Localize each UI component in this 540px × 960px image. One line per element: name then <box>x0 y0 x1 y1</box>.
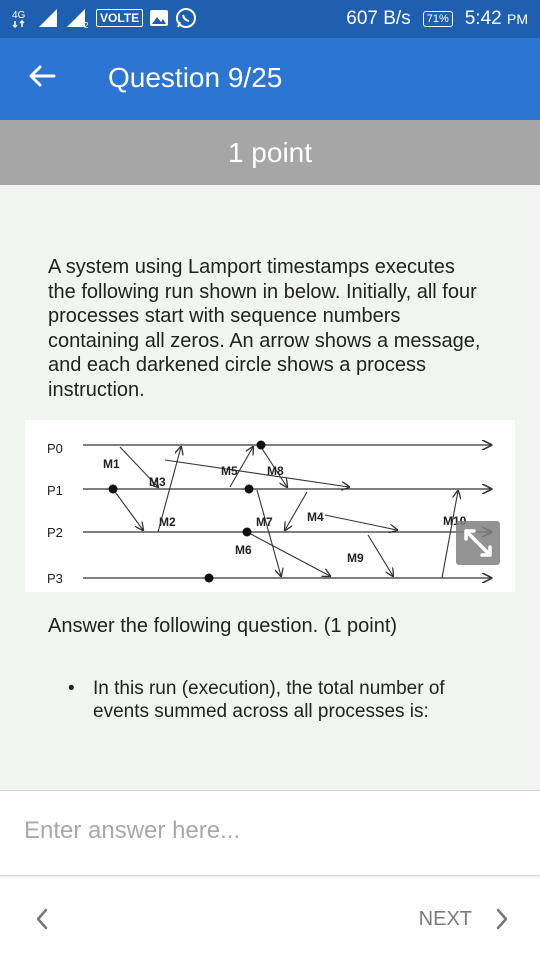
next-button[interactable] <box>419 902 510 936</box>
message-label-m9: M9 <box>347 551 364 565</box>
signal-sim2-icon <box>64 8 90 28</box>
network-speed: 607 B/s <box>346 8 411 29</box>
expand-image-icon[interactable] <box>456 521 500 565</box>
message-arrow-diagonal <box>165 460 349 487</box>
answer-box <box>0 790 540 876</box>
volte-badge: VOLTE <box>96 9 143 27</box>
previous-chevron-icon[interactable] <box>30 902 54 936</box>
event-p1-a <box>109 485 118 494</box>
process-label-p3: P3 <box>47 571 63 586</box>
points-banner: 1 point <box>0 120 540 185</box>
status-right <box>346 8 528 30</box>
back-arrow-icon[interactable] <box>26 60 58 92</box>
gallery-icon <box>149 9 169 27</box>
bullet-text: In this run (execution), the total number of events summed across all processes is: <box>93 678 445 722</box>
message-arrow-m6 <box>247 532 330 576</box>
message-label-m8: M8 <box>267 464 284 478</box>
question-text: A system using Lamport timestamps executes the following run shown in below. Initially, all four processes start with sequence numbers containing all zeros. An arrow shows a message, and each darkened circle shows a process instruction. <box>48 256 481 401</box>
clock <box>465 8 528 30</box>
process-label-p1: P1 <box>47 483 63 498</box>
question-bullet <box>68 677 488 723</box>
message-arrow-m9 <box>368 535 393 576</box>
clock-ampm: PM <box>507 11 528 27</box>
event-p3 <box>205 574 214 583</box>
signal-sim1-icon <box>36 8 58 28</box>
next-label: NEXT <box>418 907 472 930</box>
message-arrow-p1-p3 <box>257 490 281 576</box>
message-arrow-m4 <box>325 515 397 530</box>
nav-footer <box>0 878 540 960</box>
app-bar <box>0 38 540 120</box>
battery-icon: 71% <box>423 11 453 27</box>
message-label-m5: M5 <box>221 464 238 478</box>
answer-input[interactable] <box>24 811 514 851</box>
answer-instruction: Answer the following question. (1 point) <box>48 615 398 637</box>
next-chevron-icon <box>494 902 510 936</box>
network-4g-icon <box>12 8 30 28</box>
message-label-m10: M10 <box>443 514 467 528</box>
message-label-m6: M6 <box>235 543 252 557</box>
network-type-label: 4G <box>12 10 26 21</box>
whatsapp-icon <box>175 7 197 29</box>
process-label-p2: P2 <box>47 525 63 540</box>
message-label-m1: M1 <box>103 457 120 471</box>
event-p0 <box>257 441 266 450</box>
message-arrow-m7 <box>285 492 307 530</box>
message-label-m4: M4 <box>307 510 324 524</box>
message-label-m7: M7 <box>256 515 273 529</box>
message-arrow-m1 <box>113 489 143 530</box>
process-label-p0: P0 <box>47 441 63 456</box>
status-bar <box>0 0 540 38</box>
lamport-timestamp-diagram <box>25 420 515 592</box>
message-label-m3: M3 <box>149 475 166 489</box>
page-title: Question 9/25 <box>108 62 283 93</box>
event-p1-b <box>245 485 254 494</box>
clock-time: 5:42 <box>464 8 502 29</box>
message-label-m2: M2 <box>159 515 176 529</box>
status-left <box>12 7 197 29</box>
event-p2 <box>243 528 252 537</box>
sim2-label: 2 <box>84 21 89 28</box>
bullet-marker: • <box>68 678 75 699</box>
